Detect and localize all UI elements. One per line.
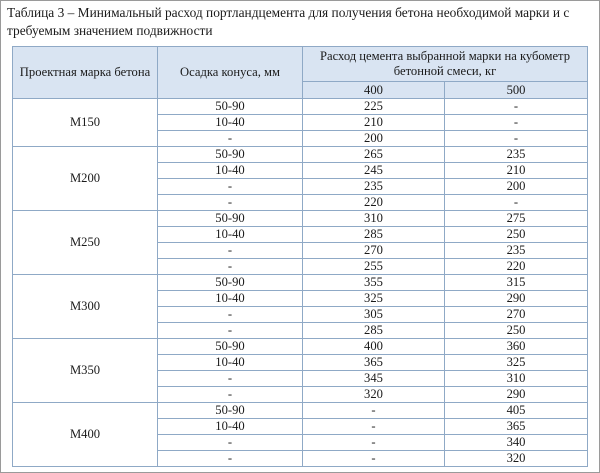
cement-400-cell: 325 bbox=[303, 291, 445, 307]
cement-400-cell: - bbox=[303, 403, 445, 419]
caption-line-1: Таблица 3 – Минимальный расход портландцемента для получения бетона необходимой марки и с bbox=[7, 5, 570, 20]
slump-cell: 10-40 bbox=[158, 291, 303, 307]
concrete-grade-cell: М250 bbox=[13, 211, 158, 275]
cement-500-cell: - bbox=[445, 131, 588, 147]
cement-500-cell: 405 bbox=[445, 403, 588, 419]
slump-cell: - bbox=[158, 371, 303, 387]
cement-400-cell: - bbox=[303, 435, 445, 451]
cement-400-cell: 245 bbox=[303, 163, 445, 179]
concrete-grade-cell: М300 bbox=[13, 275, 158, 339]
concrete-grade-cell: М400 bbox=[13, 403, 158, 467]
cement-500-cell: 235 bbox=[445, 147, 588, 163]
cement-400-cell: 355 bbox=[303, 275, 445, 291]
table-row bbox=[13, 99, 588, 115]
cement-500-cell: 360 bbox=[445, 339, 588, 355]
header-slump: Осадка конуса, мм bbox=[158, 47, 303, 99]
cement-500-cell: 310 bbox=[445, 371, 588, 387]
slump-cell: - bbox=[158, 307, 303, 323]
table-row bbox=[13, 275, 588, 291]
header-grade: Проектная марка бетона bbox=[13, 47, 158, 99]
concrete-grade-cell: М150 bbox=[13, 99, 158, 147]
slump-cell: 10-40 bbox=[158, 227, 303, 243]
slump-cell: - bbox=[158, 195, 303, 211]
slump-cell: 50-90 bbox=[158, 147, 303, 163]
header-consumption: Расход цемента выбранной марки на кубометр бетонной смеси, кг bbox=[303, 47, 588, 82]
slump-cell: - bbox=[158, 131, 303, 147]
slump-cell: - bbox=[158, 259, 303, 275]
cement-500-cell: 270 bbox=[445, 307, 588, 323]
slump-cell: 50-90 bbox=[158, 339, 303, 355]
slump-cell: 50-90 bbox=[158, 99, 303, 115]
cement-400-cell: 320 bbox=[303, 387, 445, 403]
concrete-grade-cell: М350 bbox=[13, 339, 158, 403]
slump-cell: 50-90 bbox=[158, 211, 303, 227]
cement-500-cell: 210 bbox=[445, 163, 588, 179]
cement-400-cell: 285 bbox=[303, 323, 445, 339]
header-cement-400: 400 bbox=[303, 82, 445, 99]
slump-cell: 10-40 bbox=[158, 163, 303, 179]
cement-400-cell: 285 bbox=[303, 227, 445, 243]
table-row bbox=[13, 147, 588, 163]
slump-cell: - bbox=[158, 451, 303, 467]
cement-400-cell: 400 bbox=[303, 339, 445, 355]
cement-500-cell: - bbox=[445, 99, 588, 115]
cement-400-cell: 345 bbox=[303, 371, 445, 387]
cement-400-cell: 255 bbox=[303, 259, 445, 275]
cement-500-cell: - bbox=[445, 195, 588, 211]
cement-consumption-table bbox=[12, 46, 588, 467]
cement-400-cell: 200 bbox=[303, 131, 445, 147]
cement-500-cell: 290 bbox=[445, 291, 588, 307]
cement-500-cell: 220 bbox=[445, 259, 588, 275]
slump-cell: - bbox=[158, 323, 303, 339]
cement-400-cell: 220 bbox=[303, 195, 445, 211]
table-caption bbox=[7, 4, 592, 40]
cement-400-cell: - bbox=[303, 451, 445, 467]
cement-400-cell: 365 bbox=[303, 355, 445, 371]
cement-500-cell: 365 bbox=[445, 419, 588, 435]
cement-400-cell: 225 bbox=[303, 99, 445, 115]
slump-cell: - bbox=[158, 387, 303, 403]
table-row bbox=[13, 211, 588, 227]
slump-cell: 50-90 bbox=[158, 275, 303, 291]
cement-500-cell: 235 bbox=[445, 243, 588, 259]
cement-500-cell: 250 bbox=[445, 323, 588, 339]
cement-400-cell: 310 bbox=[303, 211, 445, 227]
cement-500-cell: 290 bbox=[445, 387, 588, 403]
cement-500-cell: - bbox=[445, 115, 588, 131]
slump-cell: 50-90 bbox=[158, 403, 303, 419]
table-body bbox=[13, 99, 588, 467]
cement-500-cell: 315 bbox=[445, 275, 588, 291]
cement-400-cell: 305 bbox=[303, 307, 445, 323]
slump-cell: - bbox=[158, 179, 303, 195]
table-row bbox=[13, 339, 588, 355]
caption-line-2: требуемым значением подвижности bbox=[7, 23, 213, 38]
cement-500-cell: 200 bbox=[445, 179, 588, 195]
slump-cell: 10-40 bbox=[158, 355, 303, 371]
header-cement-500: 500 bbox=[445, 82, 588, 99]
slump-cell: - bbox=[158, 435, 303, 451]
slump-cell: 10-40 bbox=[158, 115, 303, 131]
cement-500-cell: 250 bbox=[445, 227, 588, 243]
slump-cell: 10-40 bbox=[158, 419, 303, 435]
table-row bbox=[13, 403, 588, 419]
cement-500-cell: 325 bbox=[445, 355, 588, 371]
cement-400-cell: - bbox=[303, 419, 445, 435]
cement-500-cell: 275 bbox=[445, 211, 588, 227]
cement-500-cell: 320 bbox=[445, 451, 588, 467]
cement-400-cell: 265 bbox=[303, 147, 445, 163]
cement-400-cell: 235 bbox=[303, 179, 445, 195]
slump-cell: - bbox=[158, 243, 303, 259]
cement-400-cell: 270 bbox=[303, 243, 445, 259]
cement-400-cell: 210 bbox=[303, 115, 445, 131]
cement-500-cell: 340 bbox=[445, 435, 588, 451]
concrete-grade-cell: М200 bbox=[13, 147, 158, 211]
